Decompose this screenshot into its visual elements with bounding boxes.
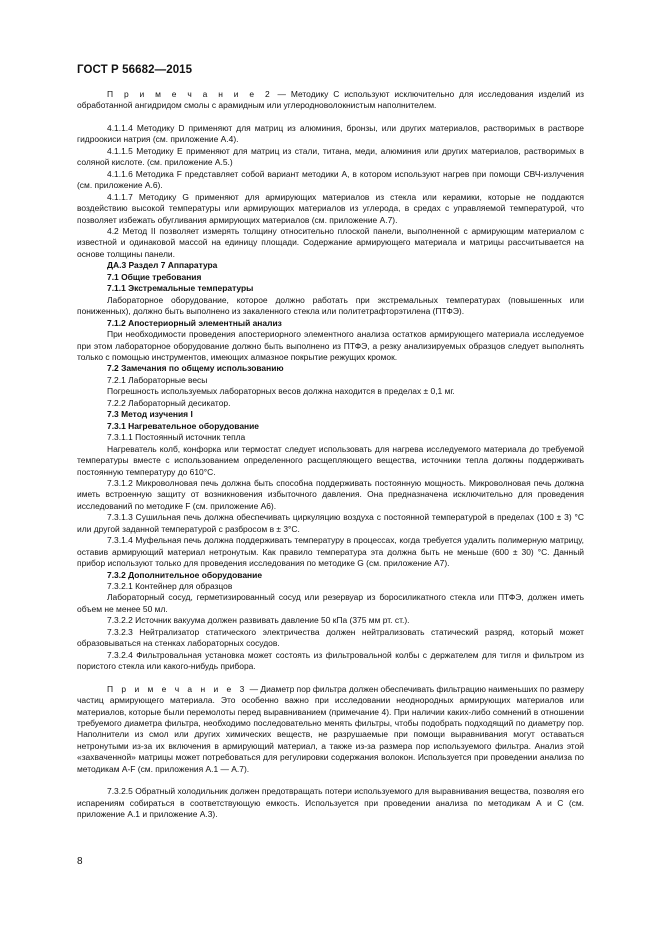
paragraph: 4.1.1.4 Методику D применяют для матриц из алюминия, бронзы, или других материалов, растворимых в растворе гидроокиси натрия (см. приложение А.4). [77, 122, 584, 145]
note-label: П р и м е ч а н и е 3 [107, 683, 248, 694]
paragraph: 7.3.1.1 Постоянный источник тепла [107, 432, 246, 443]
section-heading: 7.1.2 Апостериорный элементный анализ [107, 317, 282, 328]
paragraph: При необходимости проведения апостериорного элементного анализа остатков армирующего материала исследуемое при этом лабораторное оборудование должно быть выполнено из ПТФЭ, а резку анализируемых образцов следует выполнять только с помощью инструментов, имеющих алмазное покрытие режущих кромок. [77, 329, 584, 362]
paragraph: 7.3.2.2 Источник вакуума должен развивать давление 50 кПа (375 мм рт. ст.). [107, 615, 410, 626]
paragraph: 4.2 Метод II позволяет измерять толщину относительно плоской панели, выполненной с армирующим материалом с известной и одинаковой массой на единицу площади. Содержание армирующего материала и матрицы рассчитывается на основе толщины панели. [77, 225, 584, 259]
paragraph: 7.2.1 Лабораторные весы [107, 374, 208, 385]
page-number: 8 [77, 856, 83, 867]
paragraph: 4.1.1.6 Методика F представляет собой вариант методики А, в котором используют нагрев при помощи СВЧ-излучения (см. приложение А.6). [77, 168, 584, 191]
paragraph: 7.3.2.3 Нейтрализатор статического электричества должен нейтрализовать статический разряд, который может образовываться на стенках лабораторных сосудов. [77, 626, 584, 649]
paragraph: 7.3.1.2 Микроволновая печь должна быть способна поддерживать постоянную мощность. Микроволновая печь должна иметь встроенную защиту от возникновения избыточного давления. Она предназначена исключительно для проведения исследований по методике F (см. приложение А6). [77, 477, 584, 511]
spacer [77, 112, 584, 123]
note-text: — Диаметр пор фильтра должен обеспечивать фильтрацию наименьших по размеру частиц армирующего материала. Это особенно важно при исследовании неоднородных армирующих материалов или материалов, которые были перемолоты перед выравниванием (примечание 4). При наличии каких-либо сомнений в отношении требуемого диаметра фильтра, необходимо последовательно менять фильтры, чтобы подобрать подходящий по диаметру пор. Наполнители из смол или других химических веществ, не разрушаемые при помощи выравнивания могут оставаться нетронутыми из-за их включения в армирующий материал, а также из-за размера пор используемого фильтра. Анализ этой «захваченной» матрицы может потребоваться для регулировки содержания волокон. Используется при проведении анализа по методикам А-F (см. приложения А.1 — А.7). [77, 683, 584, 774]
spacer [77, 673, 584, 684]
paragraph: 4.1.1.5 Методику Е применяют для матриц из стали, титана, меди, алюминия или других материалов, растворимых в соляной кислоте. (см. приложение А.5.) [77, 145, 584, 168]
section-heading: 7.3.1 Нагревательное оборудование [107, 420, 259, 431]
document-body [77, 89, 584, 821]
spacer [77, 775, 584, 786]
paragraph: 7.3.2.5 Обратный холодильник должен предотвращать потери используемого для выравнивания вещества, позволяя его испарениям собираться в соответствующую емкость. Используется при проведении анализа по методикам А и С (см. приложение А.1 и приложение А.3). [77, 786, 584, 820]
section-heading: 7.1.1 Экстремальные температуры [107, 283, 254, 294]
paragraph: Лабораторное оборудование, которое должно работать при экстремальных температурах (повышенных или пониженных), должно быть выполнено из закаленного стекла или политетрафторэтилена (ПТФЭ). [77, 294, 584, 317]
paragraph: Погрешность используемых лабораторных весов должна находится в пределах ± 0,1 мг. [107, 386, 455, 397]
note-paragraph [77, 89, 584, 112]
section-heading: 7.3.2 Дополнительное оборудование [107, 569, 263, 580]
paragraph: 4.1.1.7 Методику G применяют для армирующих материалов из стекла или керамики, которые не поддаются воздействию высокой температуры или армирующих материалов из углерода, в средах с управляемой температурой, что позволяет избежать обугливания армирующих материалов (см. приложение А.7). [77, 191, 584, 225]
section-heading: 7.2 Замечания по общему использованию [107, 363, 284, 374]
section-heading: 7.1 Общие требования [107, 271, 202, 282]
document-header: ГОСТ Р 56682—2015 [77, 64, 193, 76]
section-heading: ДА.3 Раздел 7 Аппаратура [107, 260, 218, 271]
note-paragraph [77, 684, 584, 776]
paragraph: 7.3.2.4 Фильтровальная установка может состоять из фильтровальной колбы с держателем для тигля и фильтром из пористого стекла или какого-нибудь прибора. [77, 649, 584, 672]
section-heading: 7.3 Метод изучения I [107, 409, 193, 420]
paragraph: 7.3.1.3 Сушильная печь должна обеспечивать циркуляцию воздуха с постоянной температурой в пределах (100 ± 3) °С или другой заданной температурой с разбросом в ± 3°С. [77, 512, 584, 534]
paragraph: 7.3.1.4 Муфельная печь должна поддерживать температуру в процессах, когда требуется удалить полимерную матрицу, оставив армирующий материал нетронутым. Как правило температура эта должна быть не меньше (600 ± 30) °С. Данный прибор используют только для проведения исследования по методике G (см. приложение А7). [77, 535, 584, 569]
paragraph: 7.2.2 Лабораторный десикатор. [107, 397, 231, 408]
paragraph: Нагреватель колб, конфорка или термостат следует использовать для нагрева исследуемого материала до требуемой температуры вместе с использованием определенного расщепляющего вещества, источники тепла должны поддерживать постоянную температуру до 610°С. [77, 443, 584, 477]
note-label: П р и м е ч а н и е 2 [107, 89, 273, 99]
paragraph: Лабораторный сосуд, герметизированный сосуд или резервуар из боросиликатного стекла или ПТФЭ, должен иметь объем не менее 50 мл. [77, 592, 584, 614]
paragraph: 7.3.2.1 Контейнер для образцов [107, 581, 233, 592]
note-text: — Методику С используют исключительно для исследования изделий из обработанной ангидридом смолы с арамидным или углеродноволокнистым наполнителем. [77, 89, 584, 111]
